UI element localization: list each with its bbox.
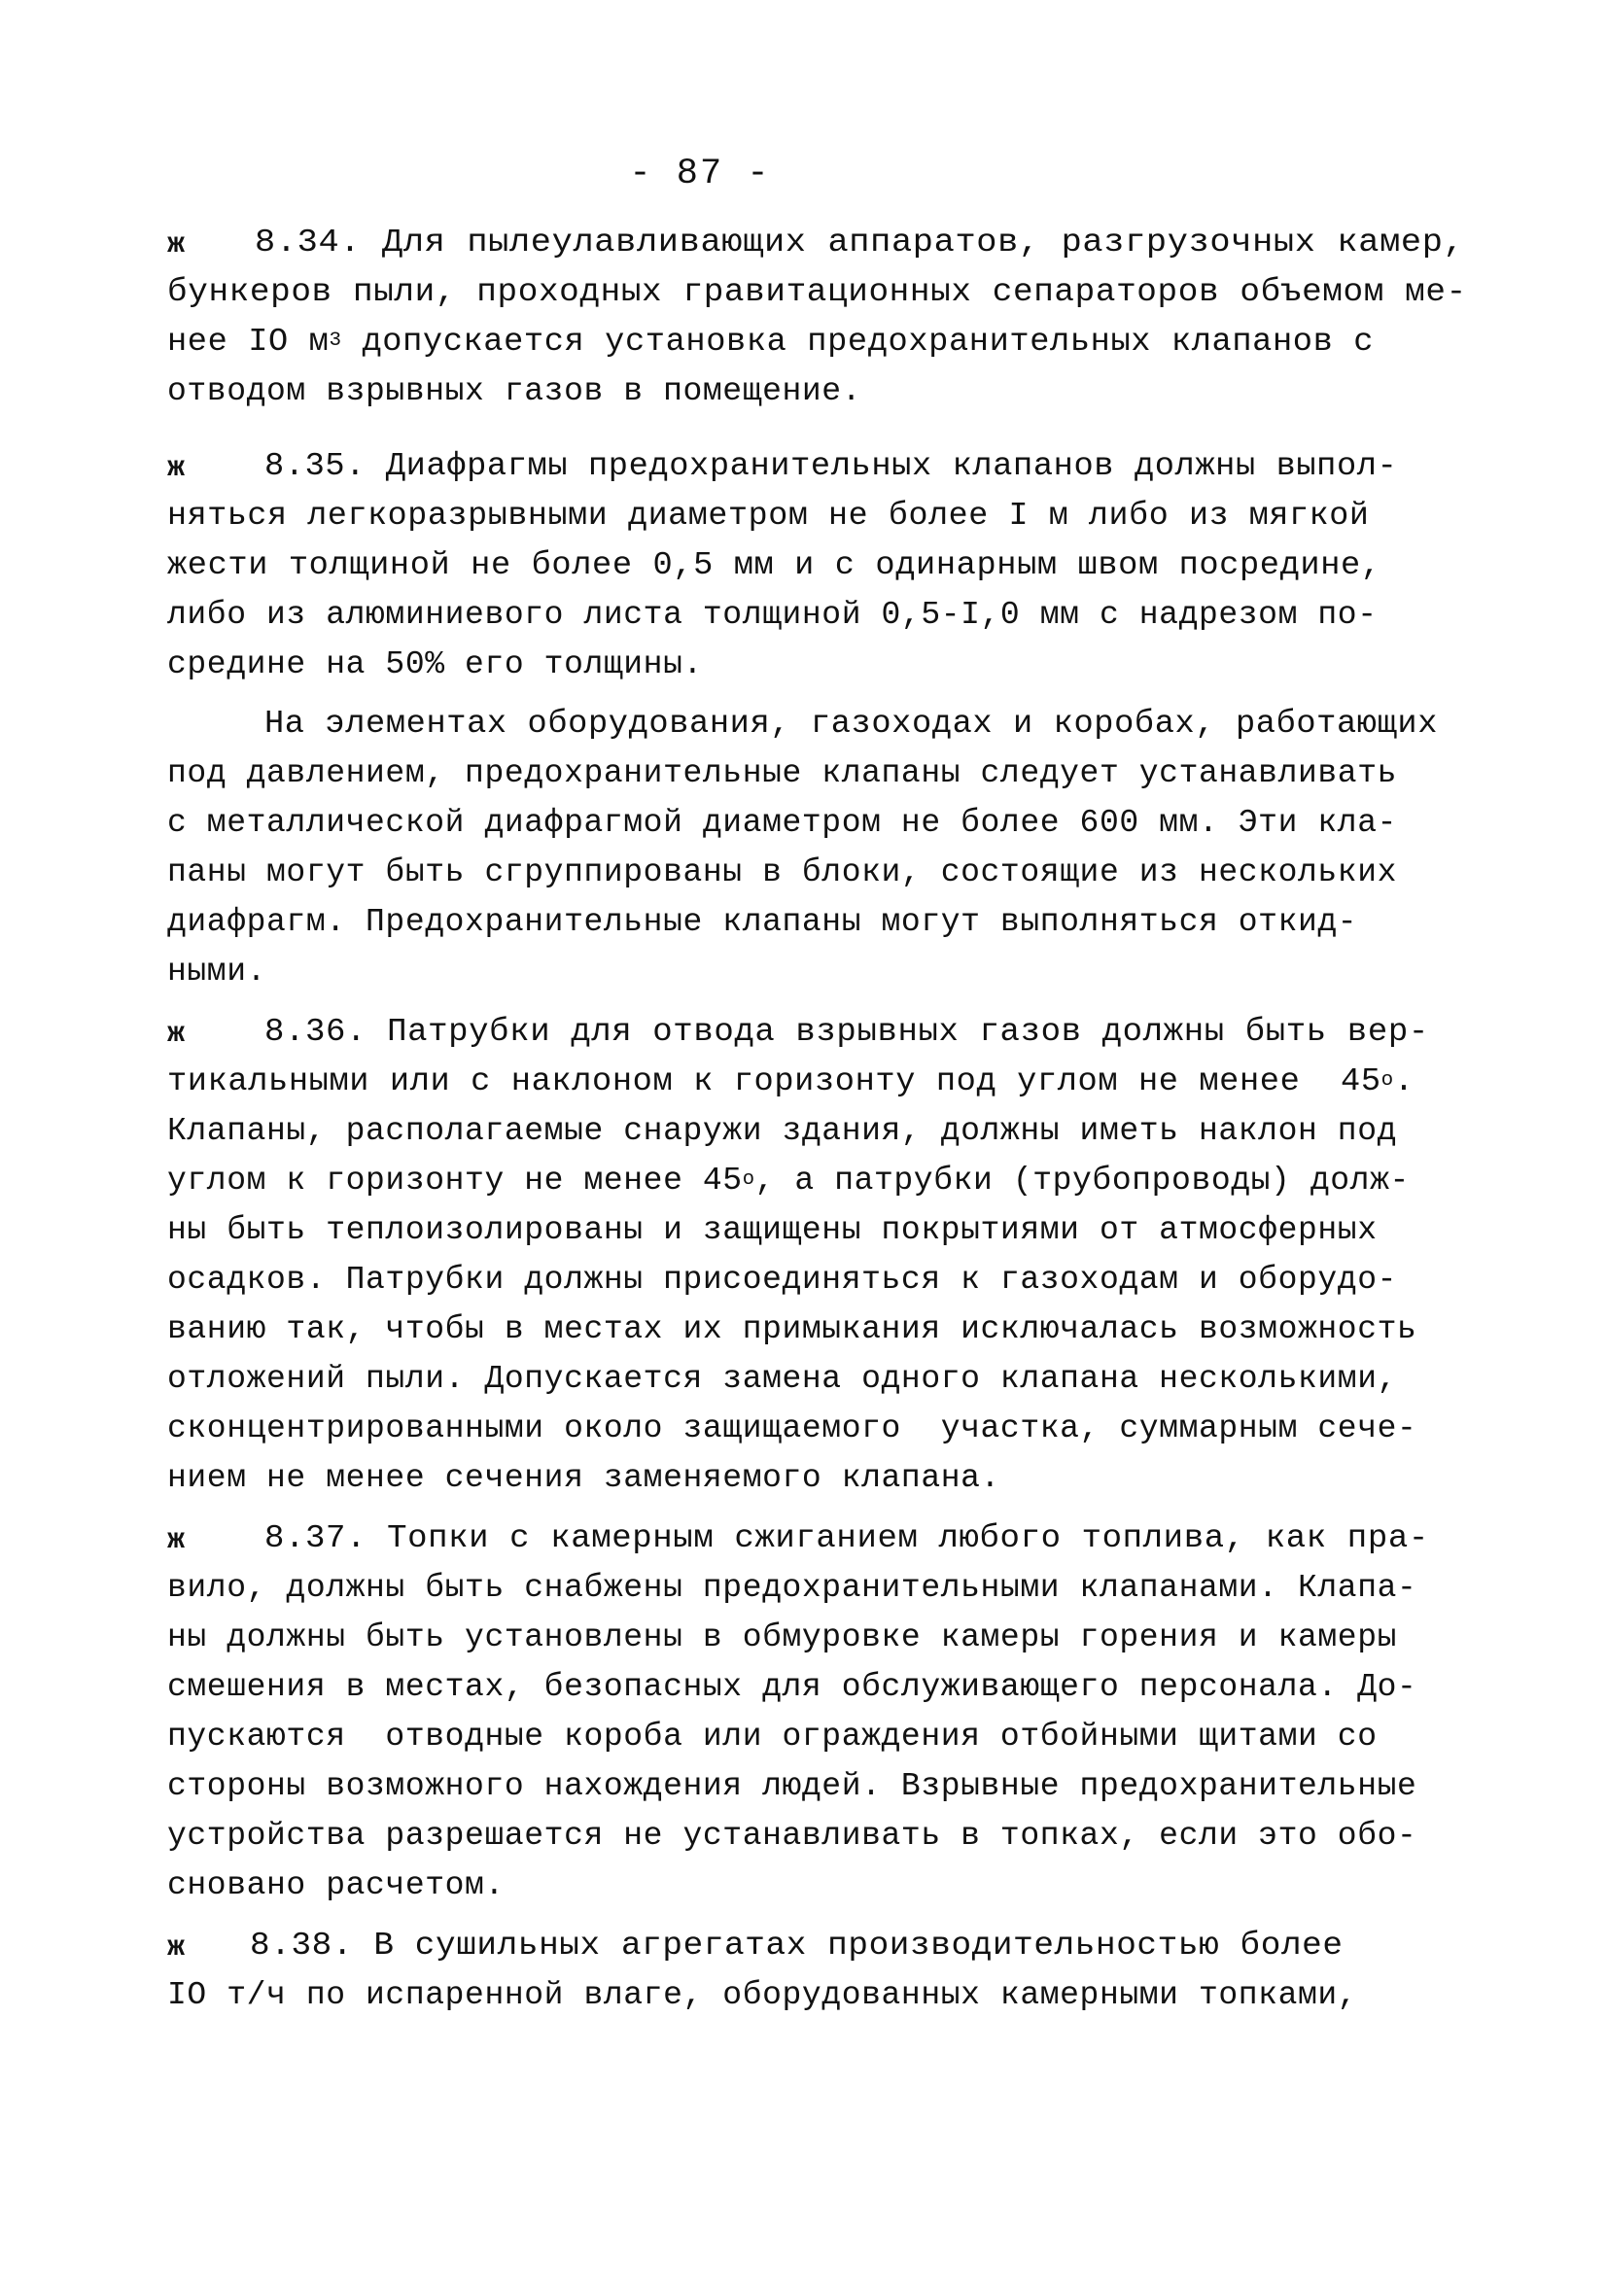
p836-line-2-text: тикальными или с наклоном к горизонту под углом не менее 45 bbox=[167, 1063, 1381, 1099]
p836-line-8: отложений пыли. Допускается замена одного клапана несколькими, bbox=[167, 1361, 1397, 1397]
p836-line-3: Клапаны, располагаемые снаружи здания, должны иметь наклон под bbox=[167, 1113, 1397, 1149]
p836-line-1: 8.36. Патрубки для отвода взрывных газов должны быть вер- bbox=[264, 1014, 1429, 1050]
superscript-degree: o bbox=[1380, 1068, 1394, 1092]
p835-line-4: либо из алюминиевого листа толщиной 0,5-I,0 мм с надрезом по- bbox=[167, 597, 1378, 633]
p836-line-4-start: углом к горизонту не менее 45 bbox=[167, 1163, 743, 1199]
p834-line-3 bbox=[167, 323, 1374, 362]
p834-line-2: бункеров пыли, проходных гравитационных сепараторов объемом ме- bbox=[167, 274, 1467, 310]
revision-mark: ж bbox=[167, 228, 186, 261]
p835b-line-4: паны могут быть сгруппированы в блоки, состоящие из нескольких bbox=[167, 854, 1397, 890]
p836-line-4 bbox=[167, 1162, 1410, 1200]
p834-line-3-end: допускается установка предохранительных клапанов с bbox=[341, 324, 1375, 360]
p835b-line-5: диафрагм. Предохранительные клапаны могут выполняться откид- bbox=[167, 904, 1358, 940]
p835-line-5: средине на 50% его толщины. bbox=[167, 646, 703, 682]
p836-line-4-end: , а патрубки (трубопроводы) долж- bbox=[754, 1163, 1410, 1199]
p838-line-2: IO т/ч по испаренной влаге, оборудованных камерными топками, bbox=[167, 1977, 1358, 2013]
revision-mark: ж bbox=[167, 452, 186, 485]
p834-line-1: 8.34. Для пылеулавливающих аппаратов, разгрузочных камер, bbox=[255, 225, 1465, 261]
revision-mark: ж bbox=[167, 1524, 186, 1557]
revision-mark: ж bbox=[167, 1018, 186, 1051]
p836-line-2-end: . bbox=[1393, 1063, 1415, 1099]
revision-mark: ж bbox=[167, 1931, 186, 1965]
superscript-degree: o bbox=[742, 1167, 755, 1191]
p835-line-1: 8.35. Диафрагмы предохранительных клапанов должны выпол- bbox=[264, 448, 1398, 484]
p837-line-3: ны должны быть установлены в обмуровке камеры горения и камеры bbox=[167, 1619, 1397, 1655]
p837-line-6: стороны возможного нахождения людей. Взрывные предохранительные bbox=[167, 1768, 1417, 1804]
p837-line-2: вило, должны быть снабжены предохранительными клапанами. Клапа- bbox=[167, 1570, 1417, 1606]
p837-line-5: пускаются отводные короба или ограждения отбойными щитами со bbox=[167, 1719, 1378, 1755]
p835b-line-3: с металлической диафрагмой диаметром не более 600 мм. Эти кла- bbox=[167, 805, 1397, 841]
p837-line-8: сновано расчетом. bbox=[167, 1867, 505, 1903]
p836-line-2 bbox=[167, 1062, 1415, 1101]
p836-line-5: ны быть теплоизолированы и защищены покрытиями от атмосферных bbox=[167, 1212, 1378, 1248]
page-number: - 87 - bbox=[629, 154, 771, 194]
superscript-cubic: 3 bbox=[329, 329, 342, 352]
p834-line-3-start: нее IO м bbox=[167, 324, 330, 360]
p836-line-7: ванию так, чтобы в местах их примыкания исключалась возможность bbox=[167, 1311, 1417, 1347]
p835b-line-6: ными. bbox=[167, 954, 267, 990]
p837-line-7: устройства разрешается не устанавливать в топках, если это обо- bbox=[167, 1818, 1417, 1854]
p837-line-1: 8.37. Топки с камерным сжиганием любого топлива, как пра- bbox=[264, 1520, 1429, 1556]
p835-line-3: жести толщиной не более 0,5 мм и с одинарным швом посредине, bbox=[167, 547, 1381, 583]
p835b-line-1: На элементах оборудования, газоходах и коробах, работающих bbox=[264, 706, 1439, 742]
p835b-line-2: под давлением, предохранительные клапаны следует устанавливать bbox=[167, 755, 1397, 791]
p838-line-1: 8.38. В сушильных агрегатах производительностью более bbox=[250, 1928, 1344, 1964]
p835-line-2: няться легкоразрывными диаметром не более I м либо из мягкой bbox=[167, 498, 1370, 534]
p837-line-4: смешения в местах, безопасных для обслуживающего персонала. До- bbox=[167, 1669, 1417, 1705]
p834-line-4: отводом взрывных газов в помещение. bbox=[167, 373, 862, 409]
p836-line-6: осадков. Патрубки должны присоединяться к газоходам и оборудо- bbox=[167, 1262, 1397, 1298]
p836-line-10: нием не менее сечения заменяемого клапана. bbox=[167, 1460, 1000, 1496]
p836-line-9: сконцентрированными около защищаемого участка, суммарным сече- bbox=[167, 1410, 1417, 1446]
